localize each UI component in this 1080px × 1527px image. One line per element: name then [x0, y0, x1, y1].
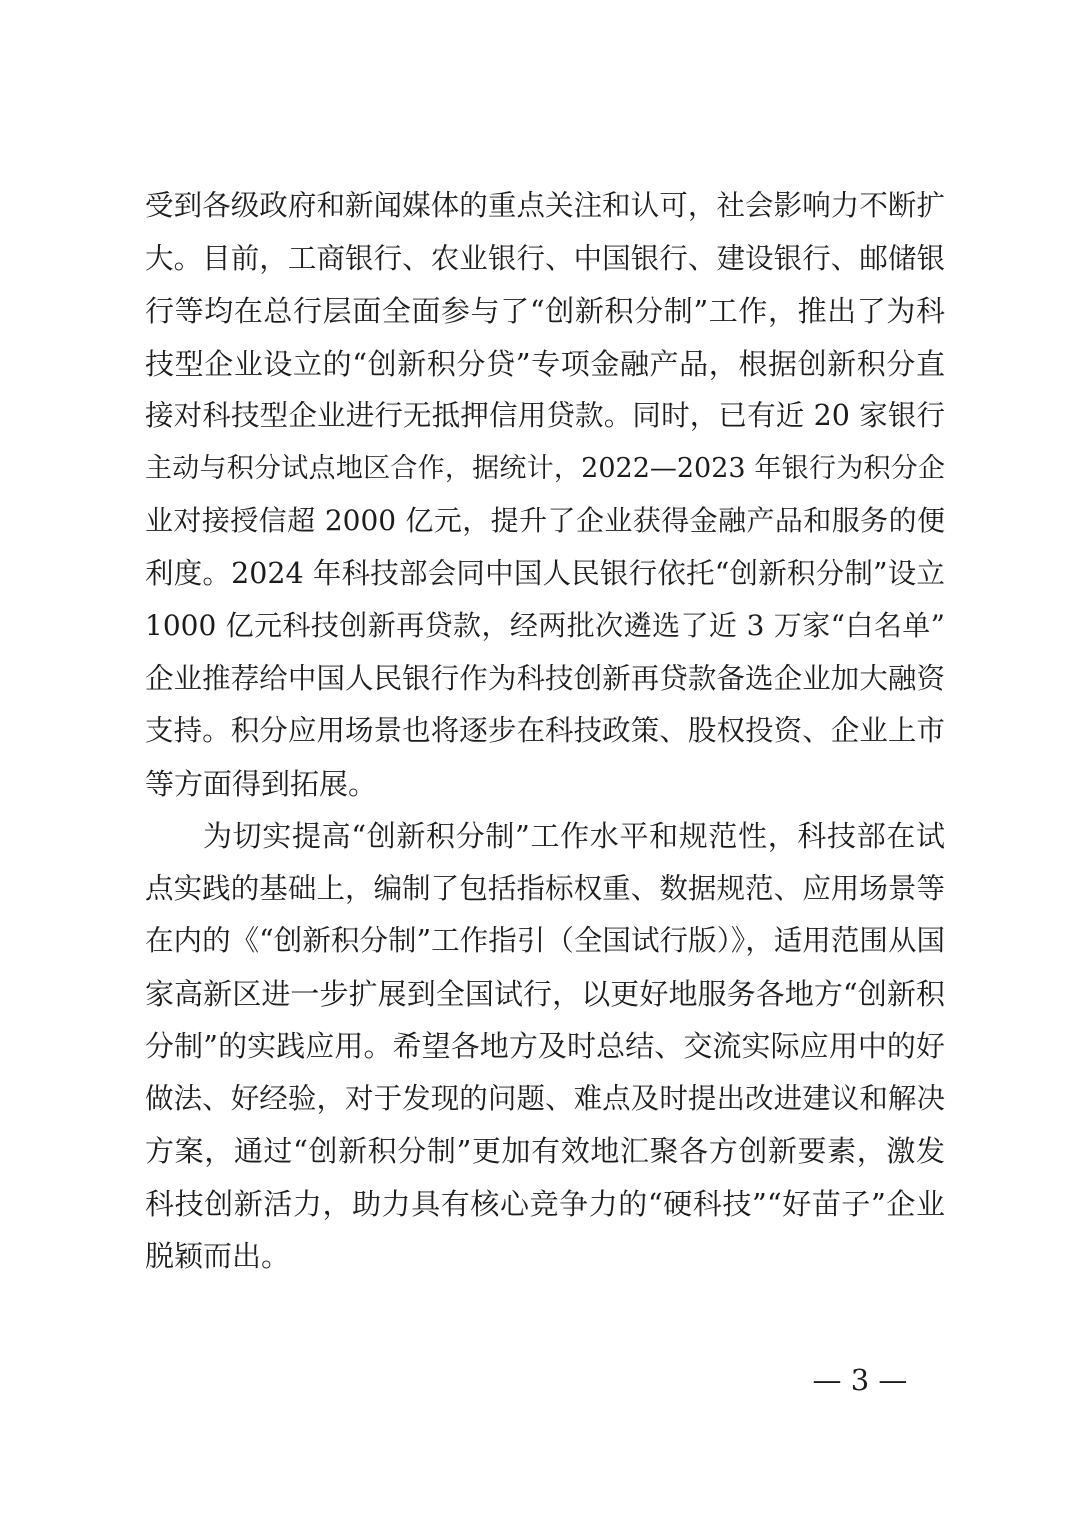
paragraph-2 — [145, 810, 945, 1283]
text-line: 等方面得到拓展。 — [145, 766, 378, 801]
text-line: 利度。2024 年科技部会同中国人民银行依托“创新积分制”设立 — [145, 556, 945, 590]
text-line: 做法、好经验，对于发现的问题、难点及时提出改进建议和解决 — [145, 1081, 945, 1115]
text-line: 行等均在总行层面全面参与了“创新积分制”工作，推出了为科 — [145, 294, 945, 328]
text-line: 技型企业设立的“创新积分贷”专项金融产品，根据创新积分直 — [145, 346, 945, 381]
text-line: 脱颖而出。 — [145, 1239, 291, 1273]
text-line: 业对接授信超 2000 亿元，提升了企业获得金融产品和服务的便 — [145, 504, 945, 537]
text-line: 主动与积分试点地区合作，据统计，2022—2023 年银行为积分企 — [145, 452, 945, 484]
text-line: 支持。积分应用场景也将逐步在科技政策、股权投资、企业上市 — [145, 714, 945, 747]
text-line: 企业推荐给中国人民银行作为科技创新再贷款备选企业加大融资 — [145, 661, 945, 695]
text-line: 方案，通过“创新积分制”更加有效地汇聚各方创新要素，激发 — [145, 1134, 945, 1168]
text-line: 接对科技型企业进行无抵押信用贷款。同时，已有近 20 家银行 — [145, 399, 945, 432]
text-line: 在内的《“创新积分制”工作指引（全国试行版）》，适用范围从国 — [145, 924, 945, 957]
text-line: 科技创新活力，助力具有核心竞争力的“硬科技”“好苗子”企业 — [145, 1186, 945, 1221]
text-line: 受到各级政府和新闻媒体的重点关注和认可，社会影响力不断扩 — [145, 189, 945, 222]
text-line: 为切实提高“创新积分制”工作水平和规范性，科技部在试 — [203, 819, 945, 853]
body-text — [145, 180, 945, 1283]
text-line: 大。目前，工商银行、农业银行、中国银行、建设银行、邮储银 — [145, 241, 945, 275]
paragraph-1 — [145, 180, 945, 810]
text-line: 分制”的实践应用。希望各地方及时总结、交流实际应用中的好 — [145, 1029, 945, 1063]
text-line: 1000 亿元科技创新再贷款，经两批次遴选了近 3 万家“白名单” — [145, 609, 945, 642]
text-line: 家高新区进一步扩展到全国试行，以更好地服务各地方“创新积 — [145, 976, 945, 1011]
page-number: — 3 — — [812, 1363, 908, 1397]
text-line: 点实践的基础上，编制了包括指标权重、数据规范、应用场景等 — [145, 871, 945, 905]
